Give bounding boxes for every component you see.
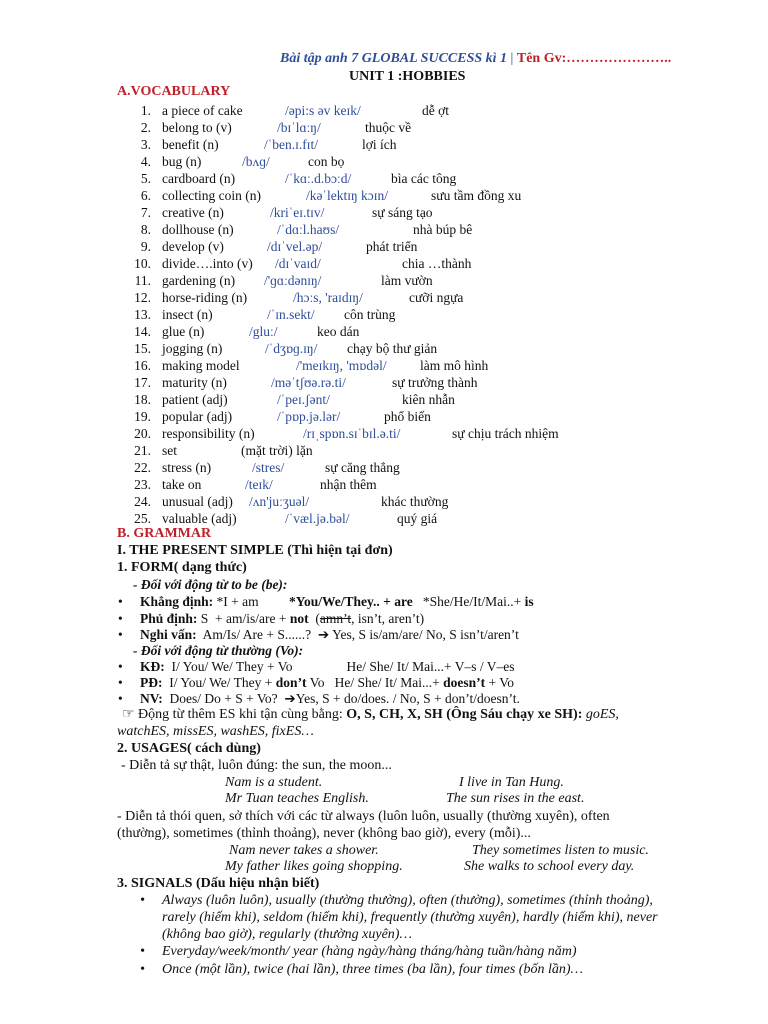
normal-negative <box>140 674 514 691</box>
form-heading: 1. FORM( dạng thức) <box>117 560 247 575</box>
vocab-number: 24. <box>134 494 151 509</box>
vocab-item <box>0 408 768 425</box>
tobe-neg-strike: amn’t <box>319 611 352 626</box>
vocab-word: divide….into (v) <box>162 256 253 271</box>
vocab-ipa: /dɪˈvel.əp/ <box>267 239 323 254</box>
vocab-ipa: /ˈdʒɒɡ.ɪŋ/ <box>265 341 318 356</box>
vocab-meaning: thuộc về <box>365 120 412 135</box>
signals-heading: 3. SIGNALS (Dấu hiệu nhận biết) <box>117 876 320 891</box>
vocab-number: 23. <box>134 477 151 492</box>
es-note-examples: watchES, missES, washES, fixES… <box>117 724 314 739</box>
vocab-meaning: làm mô hình <box>420 358 489 373</box>
vocab-item <box>0 204 768 221</box>
signal-3: • Once (một lần), twice (hai lần), three times (ba lần), four times (bốn lần)… <box>162 961 583 978</box>
vocab-meaning: sự chịu trách nhiệm <box>452 426 559 441</box>
tobe-question <box>140 626 519 643</box>
vocab-number: 25. <box>134 511 151 526</box>
vocab-meaning: côn trùng <box>344 307 396 322</box>
vocab-meaning: sưu tầm đồng xu <box>431 188 522 203</box>
vocab-ipa: /ˈben.ɪ.fɪt/ <box>264 137 318 152</box>
vocab-item <box>0 459 768 476</box>
vocab-number: 18. <box>134 392 151 407</box>
vocab-ipa: /məˈtʃʊə.rə.ti/ <box>271 375 346 390</box>
vocab-number: 13. <box>134 307 151 322</box>
es-note-endings: O, S, CH, X, SH (Ông Sáu chạy xe SH): <box>346 707 583 722</box>
vocab-meaning: lợi ích <box>362 137 397 152</box>
example-1b: I live in Tan Hung. <box>459 775 564 790</box>
vocab-word: insect (n) <box>162 307 213 322</box>
vocab-ipa: /ʌn'juːʒuəl/ <box>249 494 310 509</box>
vocab-item <box>0 221 768 238</box>
vocab-word: glue (n) <box>162 324 205 339</box>
usage-1: - Diễn tả sự thật, luôn đúng: the sun, the moon... <box>121 758 392 773</box>
vocab-ipa: /'meɪkɪŋ, 'mɒdəl/ <box>296 358 387 373</box>
tobe-neg-paren: ( <box>308 611 320 626</box>
vocab-word: unusual (adj) <box>162 494 233 509</box>
tobe-aff-label: Khẳng định: <box>140 594 214 609</box>
vocab-number: 20. <box>134 426 151 441</box>
vocab-word: set <box>162 443 177 458</box>
es-note <box>122 706 619 723</box>
vocab-meaning: chia …thành <box>402 256 472 271</box>
normal-neg-text: I/ You/ We/ They + <box>162 675 276 690</box>
tobe-affirmative <box>140 593 534 610</box>
signal-2: • Everyday/week/month/ year (hàng ngày/hàng tháng/hàng tuần/hàng năm) <box>162 943 576 960</box>
vocab-item <box>0 374 768 391</box>
signal-1c: (không bao giờ), regularly (thường xuyên)… <box>162 927 412 942</box>
section-present-simple: I. THE PRESENT SIMPLE (Thì hiện tại đơn) <box>117 543 393 558</box>
usage-heading: 2. USAGES( cách dùng) <box>117 741 261 756</box>
vocab-meaning: làm vườn <box>381 273 433 288</box>
vocab-number: 10. <box>134 256 151 271</box>
normal-verb-label: - Đối với động từ thường (Vo): <box>133 643 304 658</box>
teacher-name: Tên Gv:………………….. <box>516 51 672 66</box>
vocab-word: develop (v) <box>162 239 224 254</box>
vocab-item <box>0 170 768 187</box>
vocab-word: jogging (n) <box>162 341 223 356</box>
vocab-number: 9. <box>140 239 151 254</box>
vocab-ipa: /ˈpeɪ.ʃənt/ <box>277 392 330 407</box>
vocab-item <box>0 153 768 170</box>
tobe-neg-label: Phủ định: <box>140 611 198 626</box>
vocab-meaning: nhà búp bê <box>413 222 473 237</box>
normal-neg-doesnt: doesn’t <box>443 675 486 690</box>
es-note-text: ☞ Động từ thêm ES khi tận cùng bằng: <box>122 707 347 722</box>
vocab-number: 16. <box>134 358 151 373</box>
example-2c: My father likes going shopping. <box>225 859 403 874</box>
vocab-number: 11. <box>134 273 151 288</box>
vocab-item <box>0 289 768 306</box>
vocab-item <box>0 510 768 527</box>
vocab-number: 8. <box>140 222 151 237</box>
vocab-item <box>0 238 768 255</box>
vocab-item <box>0 136 768 153</box>
tobe-aff-you: *You/We/They.. + are <box>289 594 413 609</box>
vocab-word: dollhouse (n) <box>162 222 234 237</box>
usage-2a: - Diễn tả thói quen, sở thích với các từ always (luôn luôn, usually (thường xuyên), often <box>117 809 610 824</box>
vocab-meaning: bìa các tông <box>391 171 457 186</box>
vocab-ipa: /teɪk/ <box>245 477 273 492</box>
vocab-list <box>0 102 768 527</box>
example-2a: Nam never takes a shower. <box>229 843 379 858</box>
vocab-ipa: /dɪˈvaɪd/ <box>275 256 321 271</box>
vocab-number: 21. <box>134 443 151 458</box>
vocab-item <box>0 425 768 442</box>
vocab-ipa: /'ɡɑːdənɪŋ/ <box>264 273 322 288</box>
vocab-item <box>0 340 768 357</box>
vocab-ipa: /ˈpɒp.jə.lər/ <box>277 409 341 424</box>
example-2d: She walks to school every day. <box>464 859 635 874</box>
vocab-word: bug (n) <box>162 154 202 169</box>
vocab-word: making model <box>162 358 240 373</box>
vocab-ipa: /ˈvæl.jə.bəl/ <box>285 511 350 526</box>
vocab-word: benefit (n) <box>162 137 219 152</box>
normal-neg-end: + Vo <box>485 675 514 690</box>
tobe-q-text: Am/Is/ Are + S......? ➔ Yes, S is/am/are/ No, S isn’t/aren’t <box>196 627 519 642</box>
vocab-ipa: /ˈɪn.sekt/ <box>267 307 315 322</box>
tobe-neg-rest: , isn’t, aren’t) <box>351 611 425 626</box>
vocab-heading: A.VOCABULARY <box>117 84 231 99</box>
normal-aff-text: I/ You/ We/ They + Vo He/ She/ It/ Mai...+ V–s / V–es <box>164 659 515 674</box>
vocab-meaning: (mặt trời) lặn <box>241 443 313 458</box>
vocab-number: 14. <box>134 324 151 339</box>
normal-aff-label: KĐ: <box>140 659 165 674</box>
vocab-number: 17. <box>134 375 151 390</box>
tobe-q-label: Nghi vấn: <box>140 627 197 642</box>
vocab-meaning: con bọ <box>308 154 345 169</box>
vocab-meaning: quý giá <box>397 511 438 526</box>
vocab-number: 5. <box>140 171 151 186</box>
vocab-number: 19. <box>134 409 151 424</box>
vocab-word: valuable (adj) <box>162 511 237 526</box>
signal-1a: • Always (luôn luôn), usually (thường thường), often (thường), sometimes (thỉnh thoảng), <box>162 892 653 909</box>
example-1d: The sun rises in the east. <box>446 791 585 806</box>
normal-q-label: NV: <box>140 691 163 706</box>
normal-neg-mid: Vo He/ She/ It/ Mai...+ <box>306 675 444 690</box>
vocab-ipa: /kriˈeɪ.tɪv/ <box>270 205 325 220</box>
tobe-aff-she: *She/He/It/Mai..+ <box>412 594 525 609</box>
vocab-item <box>0 306 768 323</box>
tobe-aff-is: is <box>524 594 534 609</box>
vocab-word: maturity (n) <box>162 375 227 390</box>
vocab-word: patient (adj) <box>162 392 228 407</box>
vocab-item <box>0 272 768 289</box>
vocab-word: popular (adj) <box>162 409 233 424</box>
vocab-item <box>0 357 768 374</box>
vocab-meaning: phổ biến <box>384 409 431 424</box>
vocab-meaning: keo dán <box>317 324 360 339</box>
vocab-item <box>0 323 768 340</box>
unit-title: UNIT 1 :HOBBIES <box>349 69 466 84</box>
vocab-ipa: /stres/ <box>252 460 285 475</box>
vocab-meaning: sự trưởng thành <box>392 375 478 390</box>
example-2b: They sometimes listen to music. <box>472 843 649 858</box>
vocab-word: cardboard (n) <box>162 171 236 186</box>
vocab-item <box>0 255 768 272</box>
tobe-neg-not: not <box>289 611 309 626</box>
es-note-example1: goES, <box>582 707 619 722</box>
tobe-negative <box>140 610 424 627</box>
vocab-ipa: /bɪˈlɑːŋ/ <box>277 120 321 135</box>
vocab-item <box>0 493 768 510</box>
vocab-meaning: dễ ợt <box>422 103 450 118</box>
vocab-number: 1. <box>140 103 151 118</box>
vocab-item <box>0 119 768 136</box>
vocab-word: responsibility (n) <box>162 426 255 441</box>
vocab-word: gardening (n) <box>162 273 236 288</box>
vocab-ipa: /gluː/ <box>249 324 278 339</box>
normal-neg-dont: don’t <box>275 675 307 690</box>
vocab-number: 22. <box>134 460 151 475</box>
vocab-ipa: /rɪˌspɒn.sɪˈbɪl.ə.ti/ <box>303 426 401 441</box>
vocab-item <box>0 442 768 459</box>
vocab-ipa: /ˈkɑː.d.bɔːd/ <box>285 171 352 186</box>
vocab-word: creative (n) <box>162 205 224 220</box>
vocab-word: belong to (v) <box>162 120 232 135</box>
tobe-aff-text: *I + am <box>213 594 290 609</box>
vocab-word: stress (n) <box>162 460 212 475</box>
vocab-number: 2. <box>140 120 151 135</box>
example-1c: Mr Tuan teaches English. <box>225 791 369 806</box>
vocab-meaning: phát triển <box>366 239 418 254</box>
vocab-ipa: /hɔːs, 'raɪdɪŋ/ <box>293 290 363 305</box>
vocab-number: 4. <box>140 154 151 169</box>
doc-title <box>280 51 671 67</box>
title-separator: | <box>510 51 514 66</box>
vocab-meaning: sự sáng tạo <box>372 205 433 220</box>
vocab-meaning: kiên nhẫn <box>402 392 455 407</box>
tobe-label: - Đối với động từ to be (be): <box>133 577 288 592</box>
vocab-number: 3. <box>140 137 151 152</box>
normal-neg-label: PĐ: <box>140 675 163 690</box>
tobe-neg-text: S + am/is/are + <box>197 611 290 626</box>
normal-q-text: Does/ Do + S + Vo? ➔Yes, S + do/does. / No, S + don’t/doesn’t. <box>162 691 520 706</box>
vocab-item <box>0 476 768 493</box>
normal-question <box>140 690 520 707</box>
vocab-ipa: /ˈdɑːl.haʊs/ <box>277 222 340 237</box>
example-1a: Nam is a student. <box>225 775 323 790</box>
vocab-item <box>0 102 768 119</box>
title-text: Bài tập anh 7 GLOBAL SUCCESS kì 1 <box>280 51 508 66</box>
vocab-meaning: nhận thêm <box>320 477 377 492</box>
vocab-item <box>0 187 768 204</box>
vocab-ipa: /kəˈlektɪŋ kɔɪn/ <box>306 188 389 203</box>
vocab-number: 15. <box>134 341 151 356</box>
vocab-meaning: sự căng thẳng <box>325 460 400 475</box>
vocab-word: take on <box>162 477 202 492</box>
vocab-number: 7. <box>140 205 151 220</box>
grammar-heading: B. GRAMMAR <box>117 526 212 541</box>
vocab-word: collecting coin (n) <box>162 188 261 203</box>
vocab-item <box>0 391 768 408</box>
signal-1b: rarely (hiếm khi), seldom (hiếm khi), frequently (thường xuyên), hardly (hiếm khi), never <box>162 910 658 925</box>
vocab-word: horse-riding (n) <box>162 290 248 305</box>
normal-affirmative <box>140 658 515 675</box>
vocab-ipa: /bʌɡ/ <box>242 154 270 169</box>
vocab-meaning: chạy bộ thư giản <box>347 341 438 356</box>
vocab-meaning: khác thường <box>381 494 449 509</box>
vocab-ipa: /əpi:s əv keɪk/ <box>285 103 361 118</box>
vocab-meaning: cưỡi ngựa <box>409 290 464 305</box>
usage-2b: (thường), sometimes (thỉnh thoảng), never (không bao giờ), every (mỗi)... <box>117 826 531 841</box>
vocab-number: 12. <box>134 290 151 305</box>
vocab-number: 6. <box>140 188 151 203</box>
vocab-word: a piece of cake <box>162 103 243 118</box>
